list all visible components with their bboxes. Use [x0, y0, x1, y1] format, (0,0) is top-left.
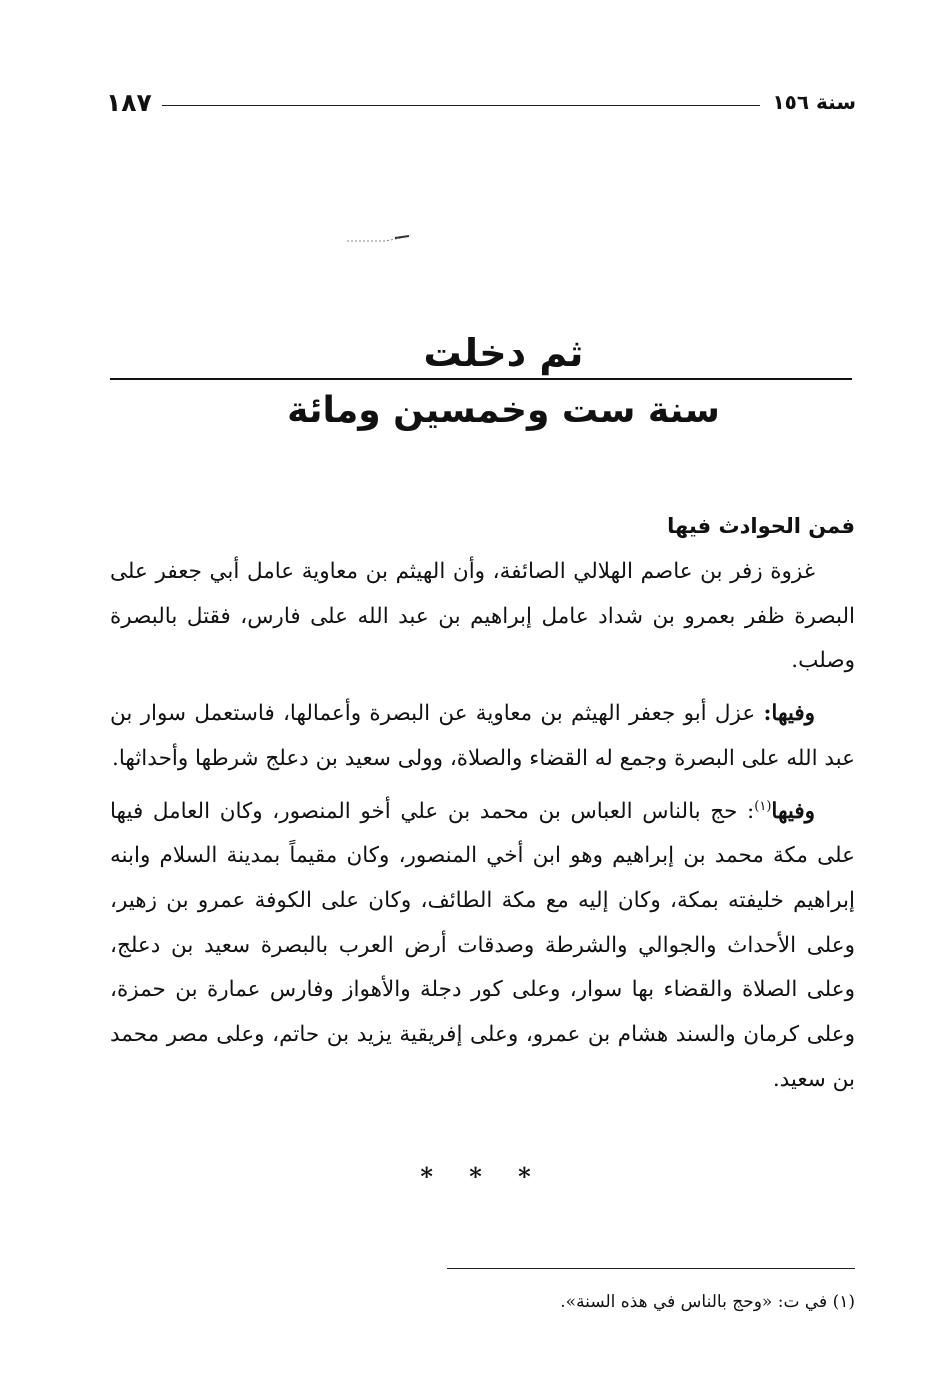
- footnote-rule: [447, 1268, 855, 1269]
- section-divider: * * *: [420, 1162, 545, 1191]
- title-rule: [110, 378, 852, 380]
- paragraph: [110, 790, 855, 1103]
- footnote-reference: (١): [754, 798, 772, 814]
- scan-smudge: [345, 232, 413, 244]
- body-text: [110, 508, 855, 1110]
- chapter-title-line-1: ثم دخلت: [423, 331, 584, 375]
- header-rule: [162, 105, 760, 106]
- paragraph-text: عزل أبو جعفر الهيثم بن معاوية عن البصرة وأعمالها، فاستعمل سوار بن عبد الله على البصرة وجمع له القضاء والصلاة، وولى سعيد بن دعلج شرطها وأحداثها.: [110, 701, 855, 771]
- paragraph: [110, 550, 855, 684]
- running-title: سنة ١٥٦: [772, 90, 856, 114]
- section-heading: فمن الحوادث فيها: [667, 514, 855, 538]
- paragraph: [110, 692, 855, 781]
- running-header: [100, 88, 856, 118]
- paragraph-lead: وفيها:: [763, 701, 815, 727]
- chapter-title-line-2: سنة ست وخمسين ومائة: [287, 390, 720, 431]
- footnote: (١) في ت: «وحج بالناس في هذه السنة».: [560, 1292, 855, 1312]
- page-number: ١٨٧: [106, 88, 152, 117]
- paragraph-text: غزوة زفر بن عاصم الهلالي الصائفة، وأن الهيثم بن معاوية عامل أبي جعفر على البصرة ظفر بعمرو بن شداد عامل إبراهيم بن عبد الله على فارس، فقتل بالبصرة وصلب.: [110, 559, 855, 674]
- paragraph-text: : حج بالناس العباس بن محمد بن علي أخو المنصور، وكان العامل فيها على مكة محمد بن إبراهيم وهو ابن أخي المنصور، وكان مقيماً بمدينة السلام وابنه إبراهيم خليفته بمكة، وكان إليه مع مكة الطائف، وكان على الكوفة عمرو بن زهير، وعلى الأحداث والجوالي والشرطة وصدقات أرض العرب بالبصرة سعيد بن دعلج، وعلى الصلاة والقضاء بها سوار، وعلى كور دجلة والأهواز وفارس عمارة بن حمزة، وعلى كرمان والسند هشام بن عمرو، وعلى إفريقية يزيد بن حاتم، وعلى مصر محمد بن سعيد.: [110, 798, 855, 1092]
- paragraph-lead: وفيها: [771, 798, 815, 824]
